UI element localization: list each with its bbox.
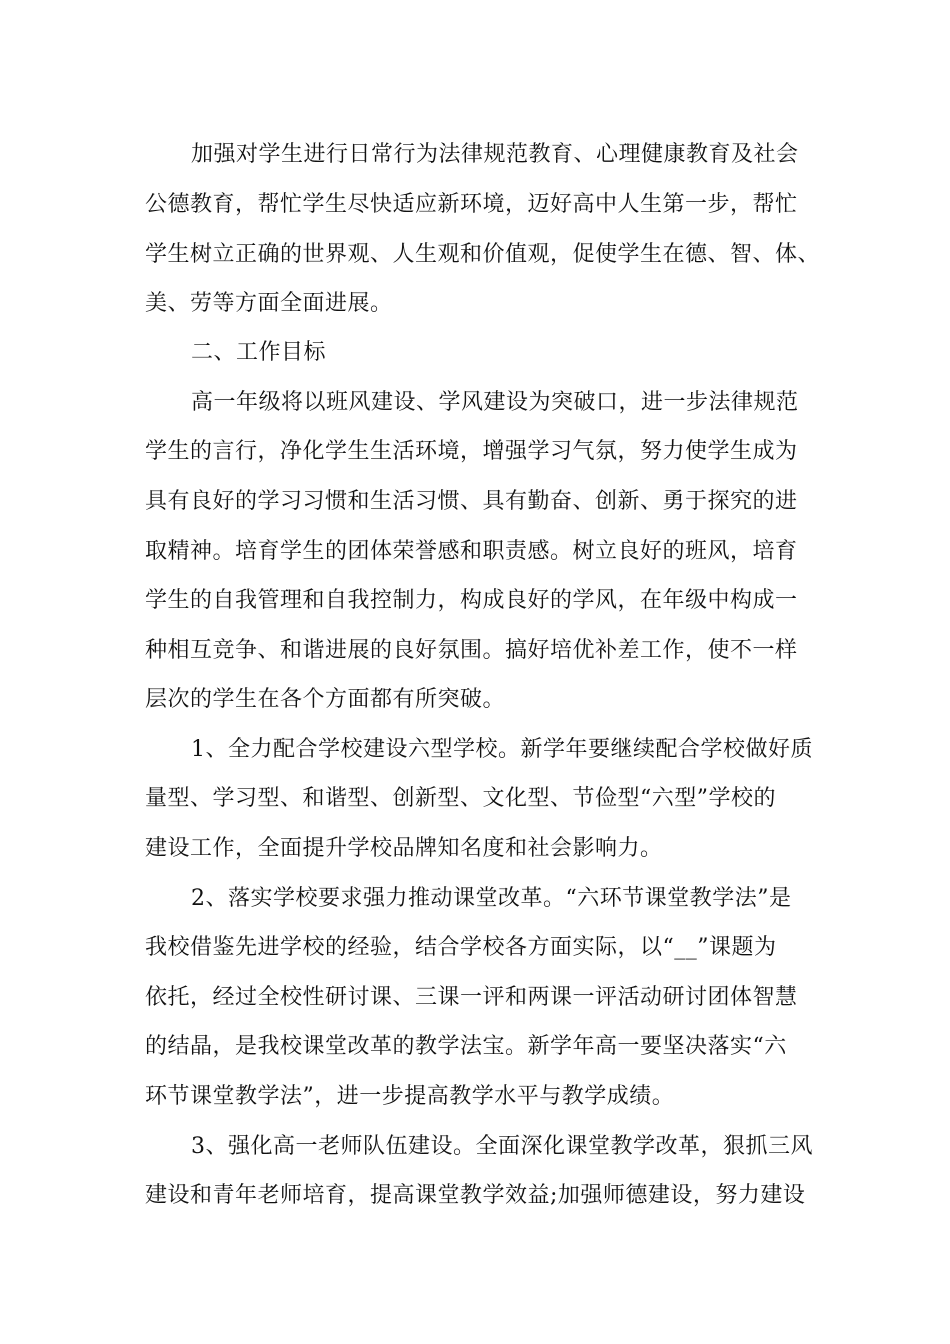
paragraph-line: 建设和青年老师培育，提高课堂教学效益;加强师德建设，努力建设 [145,1183,806,1208]
paragraph-line: 建设工作，全面提升学校品牌知名度和社会影响力。 [145,836,663,861]
paragraph-line: 美、劳等方面全面进展。 [145,291,393,316]
list-item-line: 2、落实学校要求强力推动课堂改革。“六环节课堂教学法”是 [191,886,792,911]
paragraph-line: 种相互竞争、和谐进展的良好氛围。搞好培优补差工作，使不一样 [145,638,798,663]
paragraph-line: 量型、学习型、和谐型、创新型、文化型、节俭型“六型”学校的 [145,786,776,811]
paragraph-line: 学生树立正确的世界观、人生观和价值观，促使学生在德、智、体、 [145,242,821,267]
paragraph-line: 加强对学生进行日常行为法律规范教育、心理健康教育及社会 [191,142,799,167]
paragraph-line: 层次的学生在各个方面都有所突破。 [145,687,506,712]
section-heading: 二、工作目标 [191,340,327,365]
paragraph-line: 学生的言行，净化学生生活环境，增强学习气氛，努力使学生成为 [145,439,798,464]
list-item-line: 1、全力配合学校建设六型学校。新学年要继续配合学校做好质 [191,737,813,762]
paragraph-line: 环节课堂教学法”，进一步提高教学水平与教学成绩。 [145,1084,675,1109]
paragraph-line: 具有良好的学习习惯和生活习惯、具有勤奋、创新、勇于探究的进 [145,489,798,514]
paragraph-line: 我校借鉴先进学校的经验，结合学校各方面实际，以“__”课题为 [145,935,777,960]
paragraph-line: 公德教育，帮忙学生尽快适应新环境，迈好高中人生第一步，帮忙 [145,192,798,217]
paragraph-line: 取精神。培育学生的团体荣誉感和职责感。树立良好的班风，培育 [145,539,798,564]
paragraph-line: 的结晶，是我校课堂改革的教学法宝。新学年高一要坚决落实“六 [145,1034,787,1059]
paragraph-line: 高一年级将以班风建设、学风建设为突破口，进一步法律规范 [191,390,799,415]
paragraph-line: 依托，经过全校性研讨课、三课一评和两课一评活动研讨团体智慧 [145,985,798,1010]
paragraph-line: 学生的自我管理和自我控制力，构成良好的学风，在年级中构成一 [145,588,798,613]
list-item-line: 3、强化高一老师队伍建设。全面深化课堂教学改革，狠抓三风 [191,1134,813,1159]
